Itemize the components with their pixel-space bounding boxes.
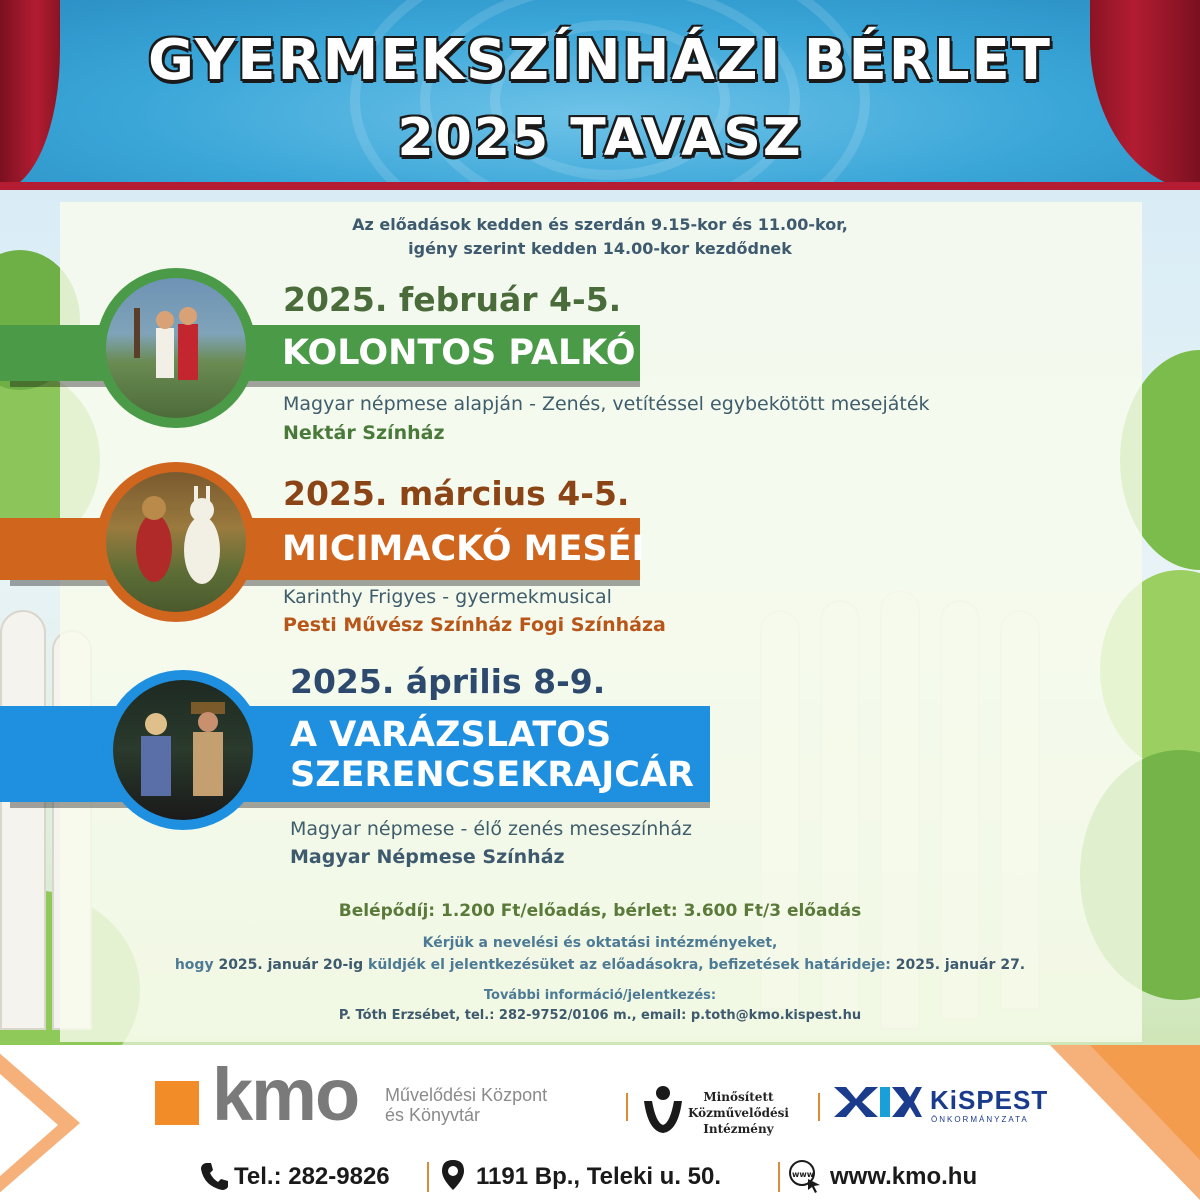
web-cursor-icon <box>788 1159 822 1193</box>
divider <box>427 1162 429 1192</box>
note-text: hogy <box>174 957 219 973</box>
footer-phone: Tel.: 282-9826 <box>234 1163 390 1190</box>
certified-line1: Minősített <box>703 1090 774 1104</box>
kmo-logo: kmo <box>212 1053 359 1136</box>
banner-shadow <box>10 802 710 808</box>
intro-line1: Az előadások kedden és szerdán 9.15-kor és 11.00-kor, <box>352 215 848 234</box>
footer-website[interactable]: www.kmo.hu <box>830 1163 978 1190</box>
note-line2 <box>0 954 1200 976</box>
show-date: 2025. február 4-5. <box>283 280 622 319</box>
kmo-subtitle-line2: és Könyvtár <box>385 1105 481 1125</box>
kmo-subtitle-line1: Művelődési Központ <box>385 1085 548 1105</box>
show-photo <box>106 278 246 418</box>
note-text: küldjék el jelentkezésüket az előadásokra, befizetések határideje: <box>363 957 896 973</box>
certified-institution-icon <box>640 1083 686 1135</box>
kispest-logo: KiSPEST <box>930 1085 1049 1115</box>
footer-address: 1191 Bp., Teleki u. 50. <box>476 1163 722 1190</box>
kmo-subtitle <box>385 1085 547 1125</box>
note-deadline-payment: 2025. január 27. <box>895 957 1026 973</box>
location-pin-icon <box>440 1159 466 1191</box>
stage-edge <box>0 182 1200 190</box>
kmo-logo-square <box>155 1081 199 1125</box>
page-title-line2: 2025 TAVASZ <box>397 108 803 168</box>
kispest-subtitle: ÖNKORMÁNYZATA <box>931 1115 1029 1124</box>
show-company: Nektár Színház <box>283 422 445 444</box>
info-line2: P. Tóth Erzsébet, tel.: 282-9752/0106 m., email: p.toth@kmo.kispest.hu <box>338 1008 862 1023</box>
divider <box>778 1162 780 1192</box>
performers-illustration <box>106 472 246 612</box>
show-description: Magyar népmese alapján - Zenés, vetítéssel egybekötött mesejáték <box>283 393 930 415</box>
show-photo-frame <box>103 670 263 830</box>
performers-illustration <box>113 680 253 820</box>
intro-line2: igény szerint kedden 14.00-kor kezdődnek <box>408 239 792 258</box>
decor-triangle <box>1090 1045 1200 1160</box>
show-title: KOLONTOS PALKÓ <box>282 333 636 373</box>
show-company: Pesti Művész Színház Fogi Színháza <box>283 614 666 636</box>
show-title: MICIMACKÓ MESÉI <box>282 529 645 569</box>
page-title-line1: GYERMEKSZÍNHÁZI BÉRLET <box>147 28 1052 93</box>
show-company: Magyar Népmese Színház <box>290 846 565 868</box>
header <box>0 0 1200 190</box>
performers-illustration <box>106 278 246 418</box>
show-title-line1: A VARÁZSLATOS <box>290 715 612 755</box>
kispest-xix-logo <box>832 1085 922 1119</box>
show-photo <box>106 472 246 612</box>
decor-triangle <box>0 1065 58 1185</box>
svg-text:www: www <box>792 1170 815 1179</box>
phone-icon <box>200 1161 228 1191</box>
footer <box>0 1045 1200 1200</box>
show-description: Magyar népmese - élő zenés meseszínház <box>290 818 692 840</box>
divider <box>626 1093 628 1121</box>
show-date: 2025. március 4-5. <box>283 474 630 513</box>
contact-info <box>0 986 1200 1026</box>
certified-line2: Közművelődési <box>688 1106 789 1120</box>
info-line1: További információ/jelentkezés: <box>483 988 717 1003</box>
schedule-intro <box>0 213 1200 261</box>
divider <box>818 1093 820 1121</box>
price-info: Belépődíj: 1.200 Ft/előadás, bérlet: 3.600 Ft/3 előadás <box>338 901 862 921</box>
note-line1: Kérjük a nevelési és oktatási intézményeket, <box>422 935 778 951</box>
show-photo-frame <box>96 268 256 428</box>
show-description: Karinthy Frigyes - gyermekmusical <box>283 586 612 608</box>
show-photo <box>113 680 253 820</box>
certified-line3: Intézmény <box>703 1122 774 1136</box>
note-deadline-registration: 2025. január 20-ig <box>218 957 364 973</box>
certified-institution <box>688 1089 789 1137</box>
show-title-line2: SZERENCSEKRAJCÁR <box>290 755 695 795</box>
show-photo-frame <box>96 462 256 622</box>
registration-note <box>0 932 1200 976</box>
show-date: 2025. április 8-9. <box>290 662 606 701</box>
